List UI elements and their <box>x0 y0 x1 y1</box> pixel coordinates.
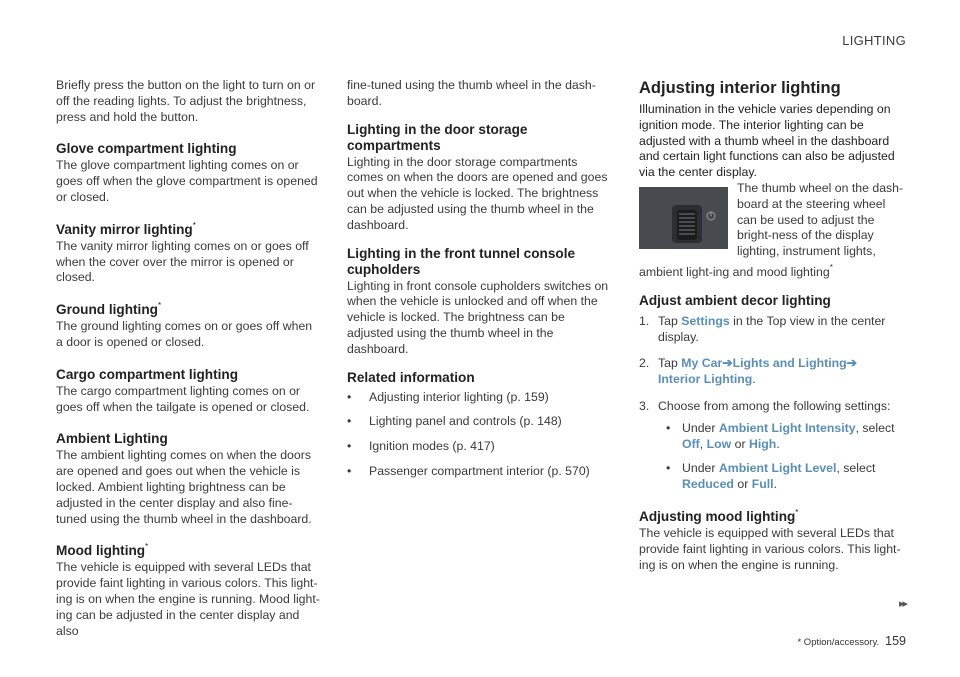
option-high[interactable]: High <box>748 436 777 451</box>
section-title: Mood lighting* <box>56 542 149 559</box>
section-ground <box>56 298 321 351</box>
section-title: Ground lighting* <box>56 301 162 318</box>
related-link[interactable]: • Lighting panel and controls (p. 148) <box>347 414 562 429</box>
related-link[interactable]: • Passenger compartment interior (p. 570) <box>347 463 590 478</box>
thumb-wheel-image <box>639 187 728 249</box>
related-links-list <box>347 390 612 480</box>
steps-list <box>639 314 907 493</box>
section-body: Lighting in the door storage compartments comes on when the doors are opened and goes out when the vehicle is locked. The brightness can be adjusted using the thumb wheel in the dashboard. <box>347 154 608 232</box>
arrow-icon: ➔ <box>722 356 733 371</box>
step-3: 3. Choose from among the following settings: • Under Ambient Light Intensity, select Off, Low or High. • Under Ambient Light Level, select Reduced or Full. <box>639 399 907 493</box>
related-information-title: Related information <box>347 369 475 385</box>
section-body: The ground lighting comes on or goes off when a door is opened or closed. <box>56 319 313 349</box>
continuation-text: fine-tuned using the thumb wheel in the dash-board. <box>347 78 596 108</box>
section-title: Glove compartment lighting <box>56 141 237 157</box>
column-3 <box>639 78 907 573</box>
settings-options <box>658 421 907 493</box>
section-cupholders <box>347 246 612 358</box>
column-2 <box>347 78 612 489</box>
section-header: LIGHTING <box>842 33 906 48</box>
section-body: The vanity mirror lighting comes on or goes off when the cover over the mirror is opened or closed. <box>56 238 309 285</box>
page-footer <box>797 634 906 648</box>
option-full[interactable]: Full <box>751 477 774 492</box>
footnote: * Option/accessory. <box>797 637 880 648</box>
decor-lighting-title: Adjust ambient decor lighting <box>639 292 831 308</box>
mood-lighting-body: The vehicle is equipped with several LEDs that provide faint lighting in various colors. This light-ing is on when the engine is running. <box>639 525 901 572</box>
related-link[interactable]: • Adjusting interior lighting (p. 159) <box>347 389 549 404</box>
section-title: Cargo compartment lighting <box>56 366 239 382</box>
section-cargo <box>56 363 321 416</box>
my-car-link[interactable]: My Car <box>681 356 723 371</box>
section-title: Lighting in the front tunnel console cupholders <box>347 245 576 277</box>
reading-light-intro: Briefly press the button on the light to turn on or off the reading lights. To adjust the brightness, press and hold the button. <box>56 78 316 124</box>
section-title: Vanity mirror lighting* <box>56 220 196 237</box>
section-body: The glove compartment lighting comes on or goes off when the glove compartment is opened or closed. <box>56 158 318 204</box>
page-section-title: Adjusting interior lighting <box>639 79 841 97</box>
section-ambient <box>56 427 321 527</box>
option-low[interactable]: Low <box>706 436 732 451</box>
related-link[interactable]: • Ignition modes (p. 417) <box>347 439 495 454</box>
section-title: Ambient Lighting <box>56 431 168 447</box>
option-reduced[interactable]: Reduced <box>682 477 734 492</box>
thumb-wheel-figure <box>639 181 907 281</box>
lights-and-lighting-link[interactable]: Lights and Lighting <box>732 356 847 371</box>
thumb-wheel-caption: The thumb wheel on the dash-board at the steering wheel can be used to adjust the bright-ness of the display lighting, instrument lights, ambient light-ing and mood lighting* <box>639 180 904 279</box>
continue-arrow-icon: ▸▸ <box>898 598 906 610</box>
section-body: The ambient lighting comes on when the doors are opened and goes out when the vehicle is locked. Ambient lighting brightness can be adjusted in the center display and also fine-tuned using the thumb wheel in the dashboard. <box>56 448 312 526</box>
option-intensity: • Under Ambient Light Intensity, select Off, Low or High. <box>666 420 895 451</box>
section-body: The cargo compartment lighting comes on or goes off when the tailgate is opened or closed. <box>56 383 310 414</box>
section-vanity <box>56 218 321 286</box>
column-1 <box>56 78 321 639</box>
interior-lighting-intro: Illumination in the vehicle varies depending on ignition mode. The interior lighting can be adjusted with a thumb wheel in the dashboard and certain light functions can also be adjusted via the center display. <box>639 102 895 180</box>
page-number: 159 <box>885 634 906 648</box>
section-door-storage <box>347 122 612 234</box>
section-mood <box>56 539 321 639</box>
mood-lighting-title: Adjusting mood lighting* <box>639 507 799 524</box>
step-2: 2. Tap My Car➔Lights and Lighting➔ Interior Lighting. <box>639 356 857 387</box>
settings-link[interactable]: Settings <box>681 313 730 328</box>
interior-lighting-link[interactable]: Interior Lighting <box>658 372 753 387</box>
section-title: Lighting in the door storage compartments <box>347 121 528 153</box>
section-glove <box>56 137 321 205</box>
arrow-icon: ➔ <box>846 356 857 371</box>
option-off[interactable]: Off <box>682 436 700 451</box>
step-1: 1. Tap Settings in the Top view in the center display. <box>639 313 886 344</box>
section-body: The vehicle is equipped with several LEDs that provide faint lighting in various colors. This light-ing is on when the engine is running. Mood light-ing can be adjusted in the center display and also <box>56 560 320 638</box>
option-level: • Under Ambient Light Level, select Reduced or Full. <box>666 461 876 492</box>
section-body: Lighting in front console cupholders switches on when the vehicle is unlocked and off when the vehicle is locked. The brightness can be adjusted using the thumb wheel in the dashboard. <box>347 278 609 356</box>
